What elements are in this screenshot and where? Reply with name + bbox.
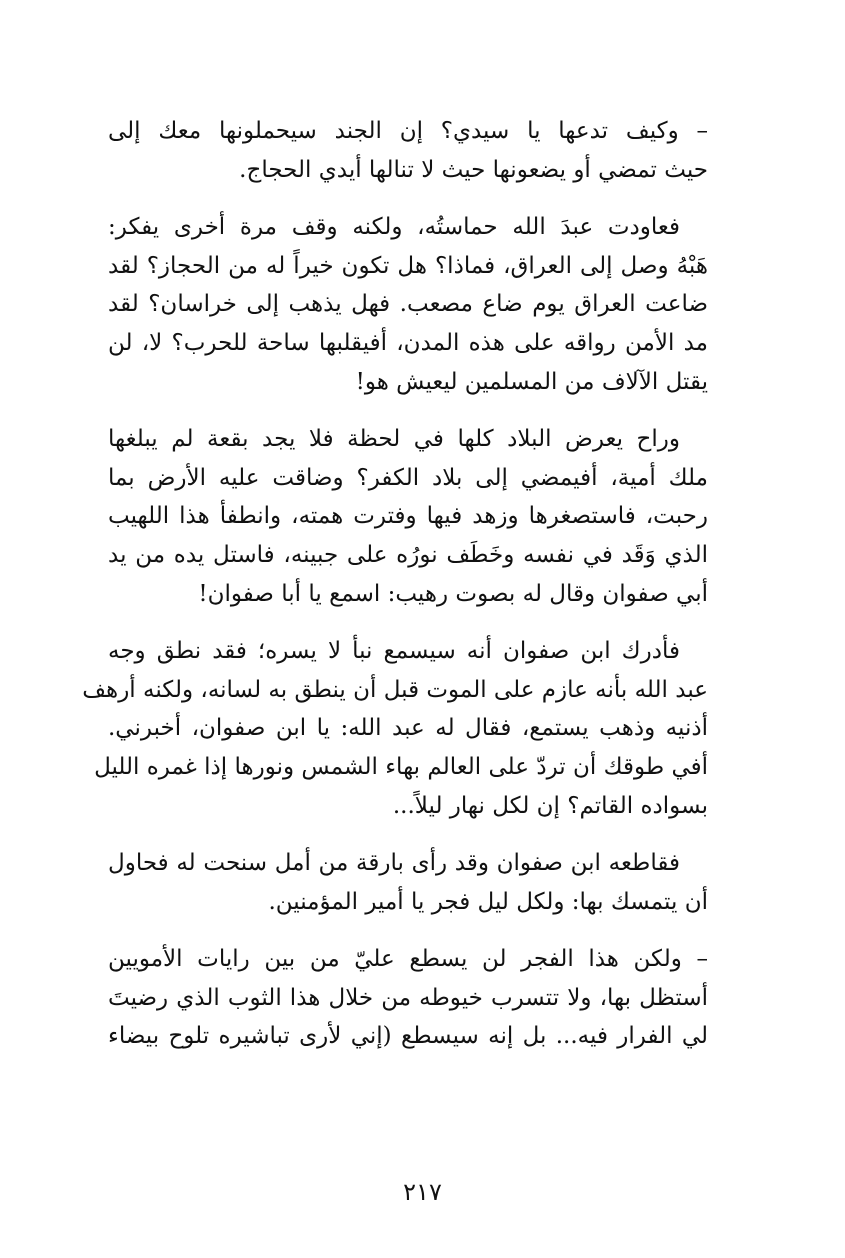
text-line: عبد الله بأنه عازم على الموت قبل أن ينطق به لسانه، ولكنه أرهف bbox=[82, 676, 708, 703]
text-line: أبي صفوان وقال له بصوت رهيب: اسمع يا أبا صفوان! bbox=[198, 580, 708, 607]
text-line: ملك أمية، أفيمضي إلى بلاد الكفر؟ وضاقت عليه الأرض بما bbox=[108, 464, 708, 491]
paragraph-2 bbox=[108, 208, 708, 401]
text-line: هَبْهُ وصل إلى العراق، فماذا؟ هل تكون خيراً له من الحجاز؟ لقد bbox=[108, 252, 708, 279]
text-line: فقاطعه ابن صفوان وقد رأى بارقة من أمل سنحت له فحاول bbox=[108, 850, 680, 877]
text-line: أستظل بها، ولا تتسرب خيوطه من خلال هذا الثوب الذي رضيتَ bbox=[108, 984, 708, 1011]
text-line: وراح يعرض البلاد كلها في لحظة فلا يجد بقعة لم يبلغها bbox=[108, 426, 680, 453]
text-line: الذي وَقَد في نفسه وخَطَف نورُه على جبينه، فاستل يده من يد bbox=[108, 541, 708, 568]
text-line: أن يتمسك بها: ولكل ليل فجر يا أمير المؤمنين. bbox=[268, 888, 708, 915]
text-line: مد الأمن رواقه على هذه المدن، أفيقلبها ساحة للحرب؟ لا، لن bbox=[108, 329, 708, 356]
paragraph-3 bbox=[108, 420, 708, 613]
page-number: ٢١٧ bbox=[403, 1178, 442, 1206]
page-body bbox=[82, 112, 708, 1075]
text-line: – وكيف تدعها يا سيدي؟ إن الجند سيحملونها معك إلى bbox=[108, 118, 708, 144]
paragraph-1 bbox=[108, 112, 708, 189]
paragraph-5 bbox=[108, 844, 708, 921]
text-line: أفي طوقك أن تردّ على العالم بهاء الشمس ونورها إذا غمره الليل bbox=[94, 753, 708, 780]
paragraph-4 bbox=[82, 632, 708, 825]
text-line: لي الفرار فيه... بل إنه سيسطع (إني لأرى تباشيره تلوح بيضاء bbox=[108, 1023, 708, 1050]
text-line: رحبت، فاستصغرها وزهد فيها وفترت همته، وانطفأ هذا اللهيب bbox=[108, 503, 708, 530]
text-line: يقتل الآلاف من المسلمين ليعيش هو! bbox=[355, 368, 708, 395]
text-line: فأدرك ابن صفوان أنه سيسمع نبأ لا يسره؛ فقد نطق وجه bbox=[108, 638, 680, 665]
text-line: حيث تمضي أو يضعونها حيث لا تنالها أيدي الحجاج. bbox=[239, 156, 708, 183]
text-line: ضاعت العراق يوم ضاع مصعب. فهل يذهب إلى خراسان؟ لقد bbox=[108, 291, 708, 318]
text-line: – ولكن هذا الفجر لن يسطع عليّ من بين رايات الأمويين bbox=[108, 946, 708, 973]
text-line: أذنيه وذهب يستمع، فقال له عبد الله: يا ابن صفوان، أخبرني. bbox=[108, 715, 708, 742]
paragraph-6 bbox=[108, 940, 708, 1056]
text-line: بسواده القاتم؟ إن لكل نهار ليلاً... bbox=[392, 792, 708, 819]
text-line: فعاودت عبدَ الله حماستُه، ولكنه وقف مرة أخرى يفكر: bbox=[108, 214, 680, 241]
